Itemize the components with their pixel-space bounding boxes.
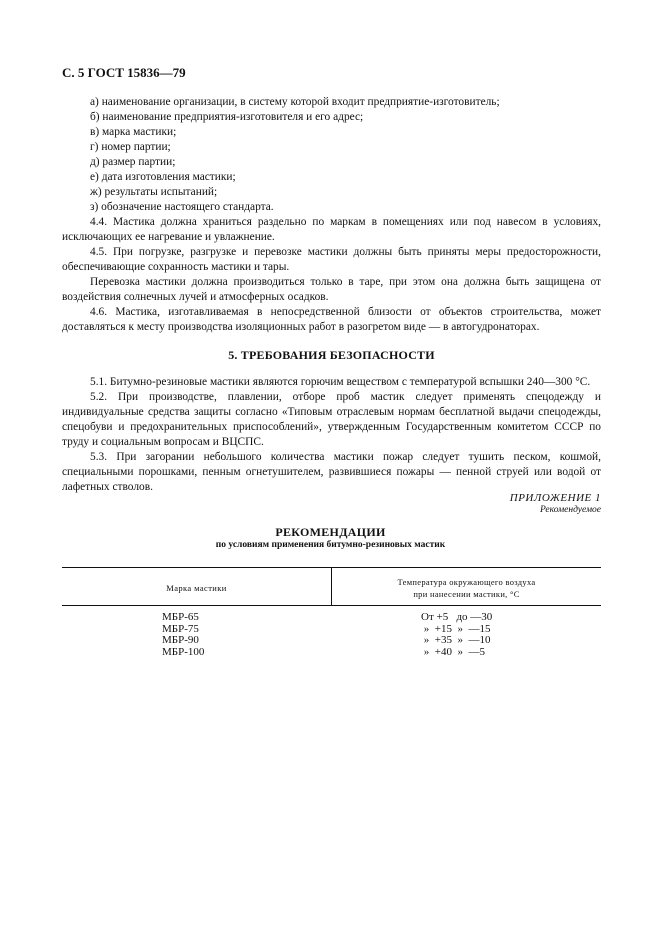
list-item: а) наименование организации, в систему которой входит предприятие-изготовитель;	[90, 96, 500, 108]
table-row	[62, 612, 601, 624]
list-item: г) номер партии;	[90, 141, 171, 153]
list-item: д) размер партии;	[90, 156, 176, 168]
section-title: 5. ТРЕБОВАНИЯ БЕЗОПАСНОСТИ	[228, 348, 435, 362]
cell-brand: МБР-90	[162, 634, 199, 646]
list-item: е) дата изготовления мастики;	[90, 171, 236, 183]
recommendations-subtitle: по условиям применения битумно-резиновых мастик	[215, 540, 446, 550]
table-row	[62, 647, 601, 659]
marking-list	[62, 95, 601, 215]
list-item: в) марка мастики;	[90, 126, 177, 138]
paragraph: 4.5. При погрузке, разгрузке и перевозке мастики должны быть приняты меры предосторожности, обеспечивающие сохранность мастики и тары.	[62, 246, 601, 273]
appendix-number: ПРИЛОЖЕНИЕ 1	[509, 492, 601, 504]
recommendations-title: РЕКОМЕНДАЦИИ	[275, 525, 386, 539]
list-item: б) наименование предприятия-изготовителя и его адрес;	[90, 111, 364, 123]
table-body	[62, 612, 601, 658]
cell-temperature: » +35 » —10	[421, 634, 491, 646]
paragraph: 5.2. При производстве, плавлении, отборе проб мастик следует применять спецодежду и индивидуальные средства защиты согласно «Типовым отраслевым нормам бесплатной выдачи спецодежды, спецобуви и предохранительных приспособлений», утвержденным Государственным комитетом СССР по труду и социальным вопросам и ВЦСПС.	[62, 391, 601, 448]
list-item: з) обозначение настоящего стандарта.	[90, 201, 274, 213]
paragraph: 5.3. При загорании небольшого количества мастики пожар следует тушить песком, кошмой, специальными порошками, пенным огнетушителем, развившиеся пожары — пенной струей или водой от лафетных стволов.	[62, 451, 601, 493]
paragraph: Перевозка мастики должна производиться только в таре, при этом она должна быть защищена от воздействия солнечных лучей и атмосферных осадков.	[62, 276, 601, 303]
cell-brand: МБР-65	[162, 611, 199, 623]
paragraph: 4.4. Мастика должна храниться раздельно по маркам в помещениях или под навесом в условиях, исключающих ее нагревание и увлажнение.	[62, 216, 601, 243]
page-header: С. 5 ГОСТ 15836—79	[62, 65, 186, 80]
column-header-temperature-line1: Температура окружающего воздуха	[397, 577, 536, 587]
cell-temperature: » +40 » —5	[421, 645, 485, 658]
appendix-status: Рекомендуемое	[539, 505, 601, 515]
table-header-rule	[62, 605, 601, 606]
cell-brand: МБР-100	[162, 645, 205, 658]
list-item: ж) результаты испытаний;	[90, 186, 218, 198]
body-text	[62, 95, 601, 495]
column-header-temperature-line2: при нанесении мастики, °С	[413, 589, 520, 599]
cell-temperature: От +5 до —30	[421, 611, 493, 623]
column-header-temperature	[332, 576, 601, 600]
paragraph: 4.6. Мастика, изготавливаемая в непосредственной близости от объектов строительства, может доставляться к месту производства изоляционных работ в разогретом виде — в автогудронаторах.	[62, 306, 601, 333]
appendix-label	[510, 492, 601, 515]
table-row	[62, 624, 601, 636]
paragraph: 5.1. Битумно-резиновые мастики являются горючим веществом с температурой вспышки 240—300 °С.	[90, 376, 591, 388]
cell-brand: МБР-75	[162, 622, 199, 635]
column-header-brand: Марка мастики	[166, 583, 227, 593]
cell-temperature: » +15 » —15	[421, 622, 491, 635]
table-row	[62, 635, 601, 647]
